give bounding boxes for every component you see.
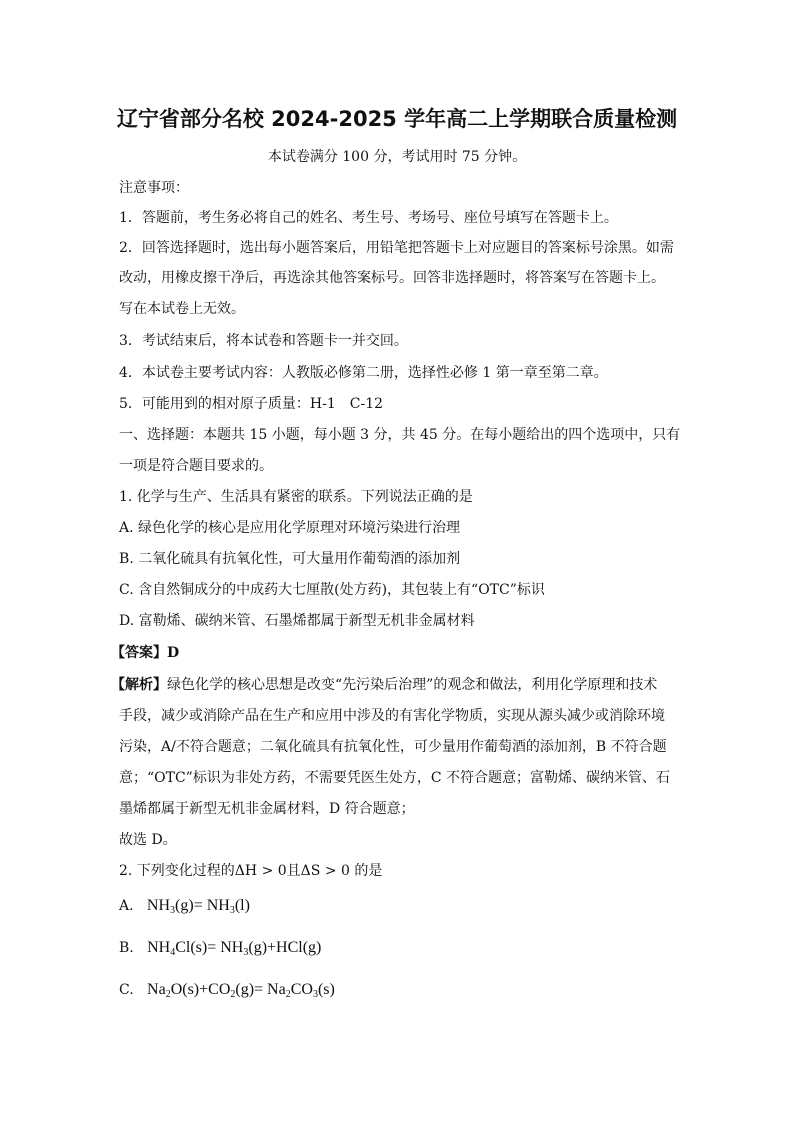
formula: $NH_4Cl(s)= NH_3(g)+HCl(g)$ xyxy=(147,939,322,958)
question-1-option-b: B. 二氧化硫具有抗氧化性，可大量用作葡萄酒的添加剂 xyxy=(119,551,461,567)
question-1-analysis-line: 手段，减少或消除产品在生产和应用中涉及的有害化学物质，实现从源头减少或消除环境 xyxy=(119,708,665,724)
question-1-analysis-line: 墨烯都属于新型无机非金属材料，D 符合题意； xyxy=(119,801,415,817)
analysis-label: 【解析】 xyxy=(111,677,167,693)
notice-line: 5．可能用到的相对原子质量：H-1 C-12 xyxy=(119,396,384,412)
question-1-answer: 【答案】D xyxy=(111,645,180,661)
notice-line: 1．答题前，考生务必将自己的姓名、考生号、考场号、座位号填写在答题卡上。 xyxy=(119,210,618,226)
question-1-analysis-line: 意；“OTC”标识为非处方药，不需要凭医生处方，C 不符合题意；富勒烯、碳纳米管、石 xyxy=(119,770,671,786)
section-heading: 一、选择题：本题共 15 小题，每小题 3 分，共 45 分。在每小题给出的四个选项中，只有 xyxy=(119,427,681,443)
formula: $Na_2O(s)+CO_2(g)= Na_2CO_3(s)$ xyxy=(147,981,335,1000)
notice-line: 改动，用橡皮擦干净后，再选涂其他答案标号。回答非选择题时，将答案写在答题卡上。 xyxy=(119,270,665,286)
question-2-stem: 2. 下列变化过程的ΔH > 0且ΔS > 0 的是 xyxy=(119,863,383,879)
question-2-option-a: A. $NH_3(g)= NH_3(l)$ xyxy=(119,897,250,916)
notice-line: 写在本试卷上无效。 xyxy=(119,301,245,317)
page-subtitle: 本试卷满分 100 分，考试用时 75 分钟。 xyxy=(267,149,527,165)
notice-heading: 注意事项： xyxy=(119,180,189,196)
notice-line: 2．回答选择题时，选出每小题答案后，用铅笔把答题卡上对应题目的答案标号涂黑。如需 xyxy=(119,240,674,256)
section-heading-cont: 一项是符合题目要求的。 xyxy=(119,458,273,474)
question-1-option-a: A. 绿色化学的核心是应用化学原理对环境污染进行治理 xyxy=(119,520,461,536)
question-1-analysis-line: 【解析】绿色化学的核心思想是改变“先污染后治理”的观念和做法，利用化学原理和技术 xyxy=(111,677,658,693)
question-1-option-d: D. 富勒烯、碳纳米管、石墨烯都属于新型无机非金属材料 xyxy=(119,613,475,629)
question-1-option-c: C. 含自然铜成分的中成药大七厘散(处方药)，其包装上有“OTC”标识 xyxy=(119,582,545,598)
question-2-option-b: B. $NH_4Cl(s)= NH_3(g)+HCl(g)$ xyxy=(119,939,322,958)
question-1-stem: 1. 化学与生产、生活具有紧密的联系。下列说法正确的是 xyxy=(119,489,473,505)
page-title: 辽宁省部分名校 2024-2025 学年高二上学期联合质量检测 xyxy=(116,107,678,131)
question-1-analysis-line: 故选 D。 xyxy=(119,832,177,848)
question-2-option-c: C. $Na_2O(s)+CO_2(g)= Na_2CO_3(s)$ xyxy=(119,981,335,1000)
notice-line: 3．考试结束后，将本试卷和答题卡一并交回。 xyxy=(119,333,408,349)
formula: $NH_3(g)= NH_3(l)$ xyxy=(146,897,250,916)
notice-line: 4．本试卷主要考试内容：人教版必修第二册，选择性必修 1 第一章至第二章。 xyxy=(119,365,608,381)
question-1-analysis-line: 污染，A/不符合题意；二氧化硫具有抗氧化性，可少量用作葡萄酒的添加剂，B 不符合题 xyxy=(119,739,667,755)
